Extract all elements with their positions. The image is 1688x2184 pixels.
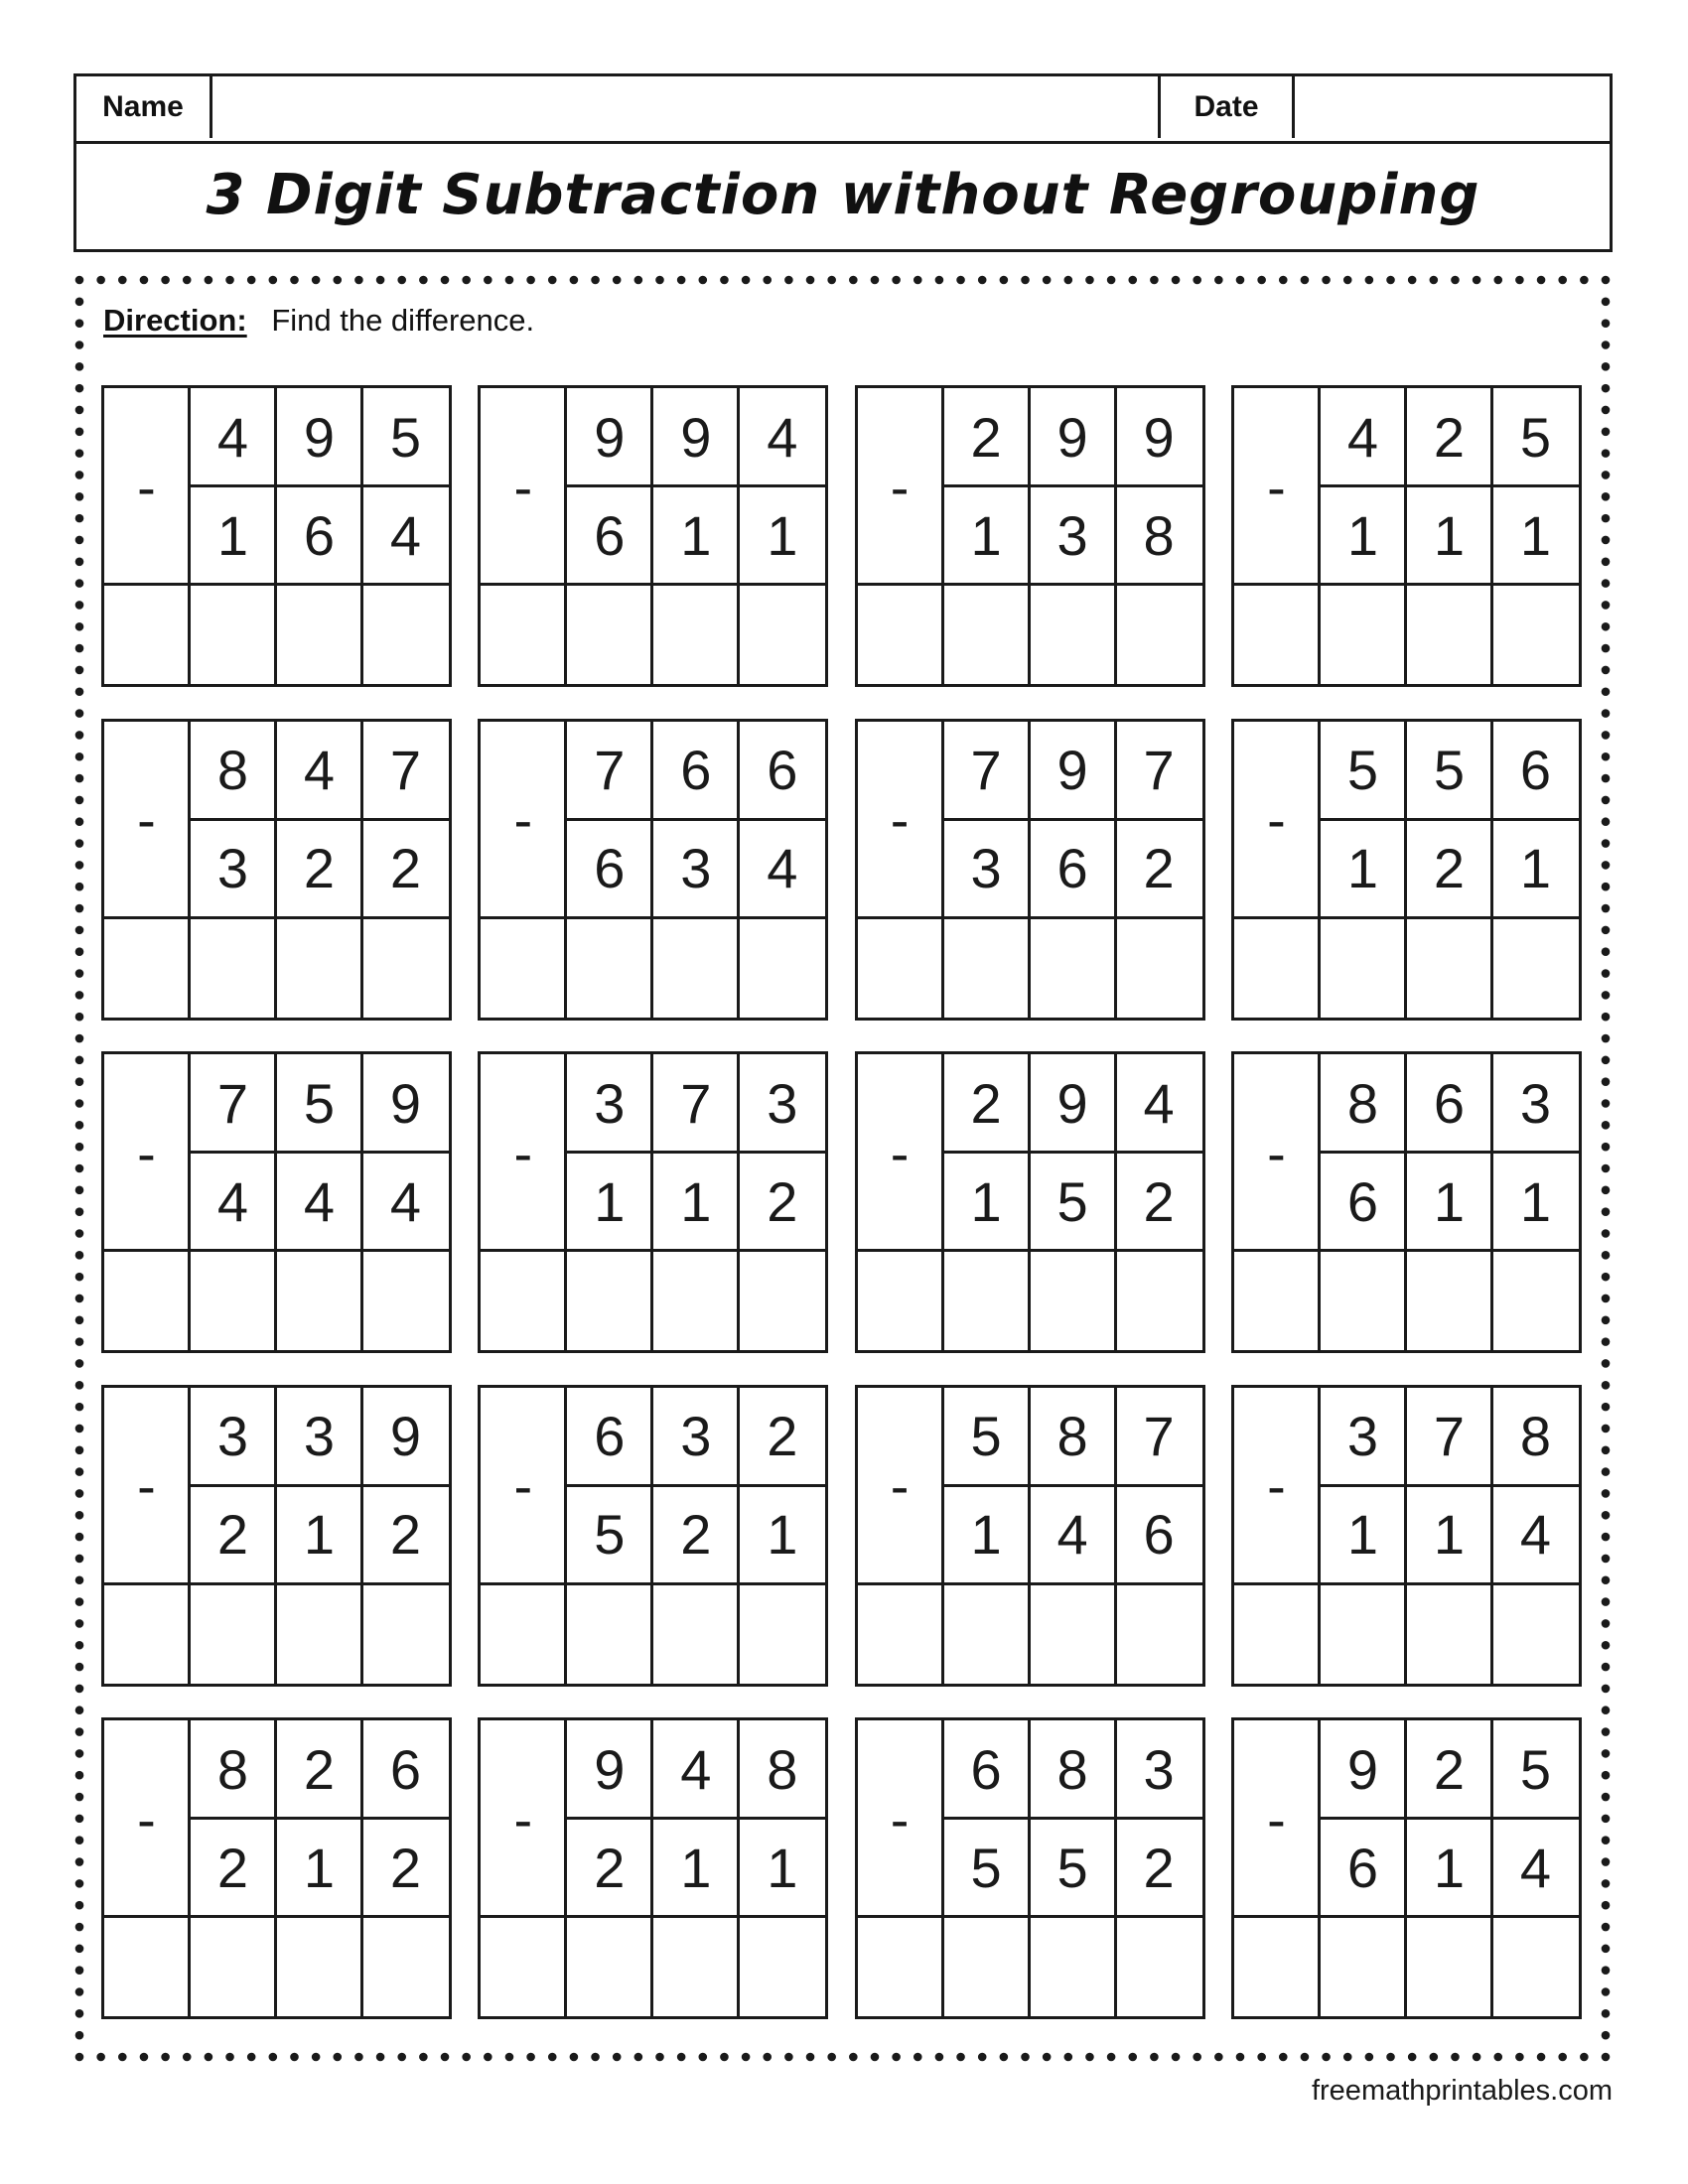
answer-cell[interactable] xyxy=(1321,919,1405,1018)
answer-cell[interactable] xyxy=(858,1918,942,2016)
minuend-digit: 3 xyxy=(1346,1405,1378,1467)
subtrahend-digit: 6 xyxy=(303,503,336,567)
answer-cell[interactable] xyxy=(1321,1918,1405,2016)
minuend-digit: 3 xyxy=(767,1071,798,1135)
subtrahend-digit: 1 xyxy=(303,1503,336,1566)
minus-sign: - xyxy=(890,455,910,518)
minuend-digit: 2 xyxy=(970,405,1002,469)
answer-cell[interactable] xyxy=(1407,586,1491,684)
subtrahend-digit: 1 xyxy=(767,1836,798,1899)
answer-cell[interactable] xyxy=(1493,1252,1578,1350)
subtrahend-digit: 5 xyxy=(1056,1169,1088,1233)
subtrahend-digit: 3 xyxy=(1056,503,1088,567)
answer-cell[interactable] xyxy=(1117,1918,1201,2016)
answer-cell[interactable] xyxy=(858,1585,942,1684)
answer-cell[interactable] xyxy=(1031,1252,1115,1350)
answer-cell[interactable] xyxy=(653,1585,738,1684)
minuend-digit: 9 xyxy=(389,1071,422,1135)
subtrahend-digit: 1 xyxy=(1519,1169,1551,1233)
minuend-digit: 9 xyxy=(1346,1737,1378,1801)
worksheet-title: 3 Digit Subtraction without Regrouping xyxy=(206,163,1480,227)
problem-box xyxy=(855,1717,1205,2019)
minuend-digit: 4 xyxy=(1143,1071,1175,1135)
subtrahend-digit: 2 xyxy=(1143,1836,1175,1899)
subtrahend-digit: 1 xyxy=(1519,837,1551,899)
answer-cell[interactable] xyxy=(481,1252,565,1350)
minuend-digit: 6 xyxy=(389,1737,422,1801)
answer-cell[interactable] xyxy=(363,919,448,1018)
minuend-digit: 2 xyxy=(1433,405,1465,469)
answer-cell[interactable] xyxy=(1031,1918,1115,2016)
answer-cell[interactable] xyxy=(277,1252,361,1350)
answer-cell[interactable] xyxy=(1407,1585,1491,1684)
subtrahend-digit: 4 xyxy=(303,1169,336,1233)
subtrahend-digit: 1 xyxy=(303,1836,336,1899)
minuend-digit: 3 xyxy=(1519,1071,1551,1135)
answer-cell[interactable] xyxy=(1234,919,1319,1018)
minuend-digit: 9 xyxy=(1056,1071,1088,1135)
subtrahend-digit: 1 xyxy=(1433,503,1465,567)
answer-cell[interactable] xyxy=(191,1585,275,1684)
minuend-digit: 6 xyxy=(970,1737,1002,1801)
minuend-digit: 9 xyxy=(389,1405,422,1467)
problem-box xyxy=(101,719,452,1021)
direction-text: Find the difference. xyxy=(271,303,535,338)
answer-cell[interactable] xyxy=(653,1252,738,1350)
minuend-digit: 2 xyxy=(970,1071,1002,1135)
answer-cell[interactable] xyxy=(481,1585,565,1684)
minus-sign: - xyxy=(513,1454,533,1517)
subtrahend-digit: 6 xyxy=(594,837,626,899)
subtrahend-digit: 1 xyxy=(1346,837,1378,899)
answer-cell[interactable] xyxy=(567,1252,651,1350)
answer-cell[interactable] xyxy=(104,586,189,684)
subtrahend-digit: 2 xyxy=(1433,837,1465,899)
subtrahend-digit: 1 xyxy=(970,1503,1002,1566)
subtrahend-digit: 1 xyxy=(680,1836,712,1899)
answer-cell[interactable] xyxy=(1493,1918,1578,2016)
problem-box xyxy=(101,1051,452,1353)
minuend-digit: 7 xyxy=(1143,1405,1175,1467)
answer-cell[interactable] xyxy=(567,1918,651,2016)
answer-cell[interactable] xyxy=(481,586,565,684)
minus-sign: - xyxy=(890,1121,910,1184)
date-label: Date xyxy=(1161,76,1295,138)
problem-box xyxy=(478,385,828,687)
minus-sign: - xyxy=(890,788,910,851)
minus-sign: - xyxy=(1267,788,1286,851)
answer-cell[interactable] xyxy=(740,919,824,1018)
problem-box xyxy=(1231,719,1582,1021)
subtrahend-digit: 1 xyxy=(767,503,798,567)
subtrahend-digit: 2 xyxy=(389,837,422,899)
minuend-digit: 4 xyxy=(216,405,249,469)
subtrahend-digit: 4 xyxy=(216,1169,249,1233)
minuend-digit: 8 xyxy=(1346,1071,1378,1135)
answer-cell[interactable] xyxy=(277,586,361,684)
problems-grid xyxy=(101,385,1581,2019)
minuend-digit: 8 xyxy=(1519,1405,1551,1467)
answer-cell[interactable] xyxy=(363,586,448,684)
answer-cell[interactable] xyxy=(1407,1918,1491,2016)
subtrahend-digit: 4 xyxy=(767,837,798,899)
minuend-digit: 8 xyxy=(767,1737,798,1801)
subtrahend-digit: 2 xyxy=(767,1169,798,1233)
subtrahend-digit: 1 xyxy=(216,503,249,567)
answer-cell[interactable] xyxy=(653,919,738,1018)
answer-cell[interactable] xyxy=(1321,1252,1405,1350)
answer-cell[interactable] xyxy=(1234,586,1319,684)
answer-cell[interactable] xyxy=(277,1585,361,1684)
subtrahend-digit: 2 xyxy=(1143,837,1175,899)
answer-cell[interactable] xyxy=(191,919,275,1018)
answer-cell[interactable] xyxy=(1493,919,1578,1018)
answer-cell[interactable] xyxy=(944,1918,1029,2016)
minuend-digit: 2 xyxy=(1433,1737,1465,1801)
answer-cell[interactable] xyxy=(191,586,275,684)
minuend-digit: 7 xyxy=(1433,1405,1465,1467)
problem-box xyxy=(101,1385,452,1687)
minus-sign: - xyxy=(1267,1787,1286,1850)
subtrahend-digit: 1 xyxy=(1433,1503,1465,1566)
subtrahend-digit: 2 xyxy=(303,837,336,899)
minuend-digit: 5 xyxy=(1346,739,1378,801)
minus-sign: - xyxy=(1267,455,1286,518)
minus-sign: - xyxy=(513,788,533,851)
minus-sign: - xyxy=(137,1454,156,1517)
minuend-digit: 3 xyxy=(594,1071,626,1135)
subtrahend-digit: 1 xyxy=(1346,503,1378,567)
subtrahend-digit: 2 xyxy=(1143,1169,1175,1233)
answer-cell[interactable] xyxy=(944,919,1029,1018)
problem-box xyxy=(1231,385,1582,687)
minuend-digit: 7 xyxy=(594,739,626,801)
subtrahend-digit: 4 xyxy=(389,503,422,567)
answer-cell[interactable] xyxy=(277,1918,361,2016)
subtrahend-digit: 2 xyxy=(216,1836,249,1899)
answer-cell[interactable] xyxy=(277,919,361,1018)
answer-cell[interactable] xyxy=(740,1252,824,1350)
minuend-digit: 9 xyxy=(594,405,626,469)
minuend-digit: 6 xyxy=(680,739,712,801)
answer-cell[interactable] xyxy=(363,1918,448,2016)
minuend-digit: 3 xyxy=(680,1405,712,1467)
answer-cell[interactable] xyxy=(740,1585,824,1684)
minuend-digit: 7 xyxy=(970,739,1002,801)
answer-cell[interactable] xyxy=(1234,1585,1319,1684)
minuend-digit: 6 xyxy=(767,739,798,801)
answer-cell[interactable] xyxy=(858,1252,942,1350)
answer-cell[interactable] xyxy=(1234,1252,1319,1350)
footer-source: freemathprintables.com xyxy=(1311,2075,1613,2107)
minus-sign: - xyxy=(890,1787,910,1850)
problem-box xyxy=(855,1051,1205,1353)
answer-cell[interactable] xyxy=(1493,586,1578,684)
answer-cell[interactable] xyxy=(104,919,189,1018)
subtrahend-digit: 6 xyxy=(1143,1503,1175,1566)
problem-box xyxy=(478,719,828,1021)
subtrahend-digit: 6 xyxy=(594,503,626,567)
subtrahend-digit: 8 xyxy=(1143,503,1175,567)
minus-sign: - xyxy=(513,1121,533,1184)
minus-sign: - xyxy=(1267,1121,1286,1184)
subtrahend-digit: 5 xyxy=(970,1836,1002,1899)
subtrahend-digit: 2 xyxy=(680,1503,712,1566)
answer-cell[interactable] xyxy=(1117,586,1201,684)
answer-cell[interactable] xyxy=(481,919,565,1018)
minus-sign: - xyxy=(137,1121,156,1184)
minuend-digit: 2 xyxy=(303,1737,336,1801)
minuend-digit: 9 xyxy=(1056,405,1088,469)
minuend-digit: 9 xyxy=(594,1737,626,1801)
minuend-digit: 7 xyxy=(216,1071,249,1135)
minus-sign: - xyxy=(137,455,156,518)
answer-cell[interactable] xyxy=(1031,586,1115,684)
name-label: Name xyxy=(76,76,212,138)
problem-box xyxy=(1231,1051,1582,1353)
subtrahend-digit: 4 xyxy=(389,1169,422,1233)
minus-sign: - xyxy=(513,1787,533,1850)
subtrahend-digit: 2 xyxy=(594,1836,626,1899)
answer-cell[interactable] xyxy=(104,1252,189,1350)
minuend-digit: 4 xyxy=(767,405,798,469)
answer-cell[interactable] xyxy=(944,1585,1029,1684)
minuend-digit: 5 xyxy=(303,1071,336,1135)
subtrahend-digit: 4 xyxy=(1519,1503,1551,1566)
minuend-digit: 9 xyxy=(1143,405,1175,469)
subtrahend-digit: 3 xyxy=(216,837,249,899)
answer-cell[interactable] xyxy=(1407,919,1491,1018)
minuend-digit: 8 xyxy=(216,739,249,801)
minuend-digit: 7 xyxy=(1143,739,1175,801)
subtrahend-digit: 1 xyxy=(594,1169,626,1233)
problem-box xyxy=(101,385,452,687)
minus-sign: - xyxy=(513,455,533,518)
problem-box xyxy=(478,1717,828,2019)
answer-cell[interactable] xyxy=(191,1918,275,2016)
subtrahend-digit: 1 xyxy=(767,1503,798,1566)
subtrahend-digit: 5 xyxy=(1056,1836,1088,1899)
subtrahend-digit: 1 xyxy=(1519,503,1551,567)
answer-cell[interactable] xyxy=(1407,1252,1491,1350)
minuend-digit: 5 xyxy=(1519,1737,1551,1801)
answer-cell[interactable] xyxy=(567,1585,651,1684)
answer-cell[interactable] xyxy=(104,1585,189,1684)
answer-cell[interactable] xyxy=(567,586,651,684)
answer-cell[interactable] xyxy=(740,586,824,684)
direction-label: Direction: xyxy=(103,303,247,338)
answer-cell[interactable] xyxy=(740,1918,824,2016)
minuend-digit: 6 xyxy=(594,1405,626,1467)
problem-box xyxy=(101,1717,452,2019)
answer-cell[interactable] xyxy=(191,1252,275,1350)
answer-cell[interactable] xyxy=(1234,1918,1319,2016)
minus-sign: - xyxy=(890,1454,910,1517)
direction xyxy=(103,303,534,339)
answer-cell[interactable] xyxy=(944,586,1029,684)
answer-cell[interactable] xyxy=(104,1918,189,2016)
answer-cell[interactable] xyxy=(1321,1585,1405,1684)
subtrahend-digit: 1 xyxy=(970,503,1002,567)
answer-cell[interactable] xyxy=(944,1252,1029,1350)
minus-sign: - xyxy=(1267,1454,1286,1517)
problem-box xyxy=(855,1385,1205,1687)
minuend-digit: 9 xyxy=(680,405,712,469)
answer-cell[interactable] xyxy=(1031,919,1115,1018)
minuend-digit: 8 xyxy=(1056,1405,1088,1467)
minuend-digit: 5 xyxy=(1519,405,1551,469)
subtrahend-digit: 4 xyxy=(1519,1836,1551,1899)
answer-cell[interactable] xyxy=(1493,1585,1578,1684)
subtrahend-digit: 1 xyxy=(1433,1169,1465,1233)
minuend-digit: 4 xyxy=(680,1737,712,1801)
subtrahend-digit: 5 xyxy=(594,1503,626,1566)
minuend-digit: 4 xyxy=(1346,405,1378,469)
subtrahend-digit: 4 xyxy=(1056,1503,1088,1566)
subtrahend-digit: 1 xyxy=(1433,1836,1465,1899)
minuend-digit: 5 xyxy=(1433,739,1465,801)
minuend-digit: 8 xyxy=(216,1737,249,1801)
subtrahend-digit: 6 xyxy=(1056,837,1088,899)
answer-cell[interactable] xyxy=(363,1252,448,1350)
subtrahend-digit: 2 xyxy=(216,1503,249,1566)
minuend-digit: 4 xyxy=(303,739,336,801)
answer-cell[interactable] xyxy=(858,586,942,684)
minuend-digit: 2 xyxy=(767,1405,798,1467)
minuend-digit: 8 xyxy=(1056,1737,1088,1801)
minuend-digit: 5 xyxy=(389,405,422,469)
minuend-digit: 7 xyxy=(389,739,422,801)
minuend-digit: 6 xyxy=(1519,739,1551,801)
problem-box xyxy=(1231,1717,1582,2019)
answer-cell[interactable] xyxy=(653,586,738,684)
minuend-digit: 9 xyxy=(1056,739,1088,801)
minus-sign: - xyxy=(137,788,156,851)
problem-box xyxy=(855,385,1205,687)
minus-sign: - xyxy=(137,1787,156,1850)
answer-cell[interactable] xyxy=(858,919,942,1018)
answer-cell[interactable] xyxy=(1031,1585,1115,1684)
subtrahend-digit: 2 xyxy=(389,1836,422,1899)
minuend-digit: 3 xyxy=(216,1405,249,1467)
answer-cell[interactable] xyxy=(567,919,651,1018)
problem-box xyxy=(478,1385,828,1687)
answer-cell[interactable] xyxy=(481,1918,565,2016)
minuend-digit: 7 xyxy=(680,1071,712,1135)
subtrahend-digit: 3 xyxy=(680,837,712,899)
answer-cell[interactable] xyxy=(1117,1585,1201,1684)
answer-cell[interactable] xyxy=(1117,919,1201,1018)
subtrahend-digit: 6 xyxy=(1346,1169,1378,1233)
minuend-digit: 9 xyxy=(303,405,336,469)
minuend-digit: 3 xyxy=(303,1405,336,1467)
subtrahend-digit: 1 xyxy=(680,503,712,567)
answer-cell[interactable] xyxy=(653,1918,738,2016)
problem-box xyxy=(1231,1385,1582,1687)
subtrahend-digit: 1 xyxy=(680,1169,712,1233)
answer-cell[interactable] xyxy=(363,1585,448,1684)
subtrahend-digit: 1 xyxy=(970,1169,1002,1233)
subtrahend-digit: 6 xyxy=(1346,1836,1378,1899)
subtrahend-digit: 3 xyxy=(970,837,1002,899)
problem-box xyxy=(478,1051,828,1353)
subtrahend-digit: 2 xyxy=(389,1503,422,1566)
minuend-digit: 3 xyxy=(1143,1737,1175,1801)
subtrahend-digit: 1 xyxy=(1346,1503,1378,1566)
minuend-digit: 5 xyxy=(970,1405,1002,1467)
answer-cell[interactable] xyxy=(1117,1252,1201,1350)
minuend-digit: 6 xyxy=(1433,1071,1465,1135)
problem-box xyxy=(855,719,1205,1021)
answer-cell[interactable] xyxy=(1321,586,1405,684)
